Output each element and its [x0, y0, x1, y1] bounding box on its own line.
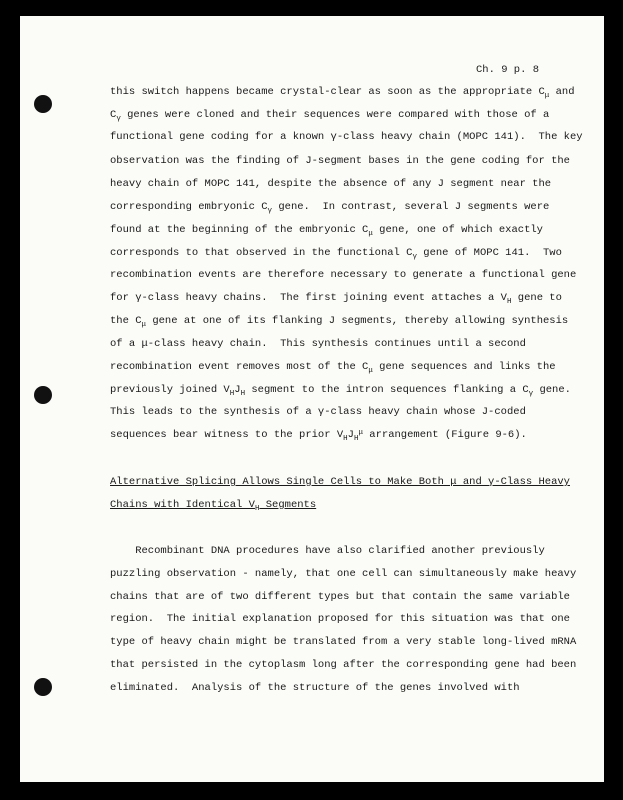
text-run: that persisted in the cytoplasm long after the corresponding gene had been	[110, 659, 577, 671]
text-run: recombination event removes most of the C	[110, 361, 369, 373]
text-line	[110, 224, 543, 236]
text-run: genes were cloned and their sequences were compared with those of a	[120, 109, 550, 121]
text-line	[110, 338, 526, 350]
text-run: observation was the finding of J-segment bases in the gene coding for the	[110, 155, 570, 167]
text-line	[110, 269, 576, 281]
subscript: H	[506, 298, 512, 306]
subscript: H	[240, 390, 246, 398]
text-line	[110, 247, 562, 259]
text-line	[110, 178, 551, 190]
superscript: μ	[358, 429, 363, 437]
text-run: this switch happens became crystal-clear as soon as the appropriate C	[110, 86, 545, 98]
text-run: previously joined V	[110, 384, 230, 396]
text-line	[110, 131, 583, 143]
subscript: μ	[368, 230, 373, 238]
text-run: recombination events are therefore necessary to generate a functional gene	[110, 269, 577, 281]
text-run: heavy chain of MOPC 141, despite the absence of any J segment near the	[110, 178, 552, 190]
section-heading-line	[110, 499, 316, 511]
text-run: type of heavy chain might be translated from a very stable long-lived mRNA	[110, 636, 577, 648]
text-run: J	[347, 429, 354, 441]
text-run: and	[549, 86, 575, 98]
text-run: segment to the intron sequences flanking a C	[245, 384, 529, 396]
text-line	[110, 292, 562, 304]
page-number: Ch. 9 p. 8	[475, 64, 539, 76]
text-run: found at the beginning of the embryonic C	[110, 224, 369, 236]
text-run: chains that are of two different types but that contain the same variable	[110, 591, 570, 603]
text-run: region. The initial explanation proposed for this situation was that one	[110, 613, 570, 625]
subscript: H	[343, 435, 348, 443]
text-run: gene to	[511, 292, 562, 304]
binder-hole-bottom	[34, 678, 52, 696]
text-run: gene sequences and links the	[372, 361, 556, 373]
text-line	[110, 682, 520, 694]
subscript: γ	[528, 390, 534, 398]
text-line	[110, 591, 570, 603]
text-line	[110, 429, 527, 441]
subscript: γ	[267, 207, 273, 215]
subscript: H	[229, 390, 235, 398]
text-run: corresponding embryonic C	[110, 201, 268, 213]
text-run: Segments	[259, 499, 317, 511]
text-run: eliminated. Analysis of the structure of the genes involved with	[110, 682, 520, 694]
text-run: sequences bear witness to the prior V	[110, 429, 344, 441]
text-line	[110, 568, 576, 580]
text-run: Chains with Identical V	[110, 499, 255, 511]
subscript: μ	[141, 321, 147, 329]
text-line	[110, 155, 570, 167]
text-run: of a μ-class heavy chain. This synthesis continues until a second	[110, 338, 526, 350]
text-run: for γ-class heavy chains. The first joining event attaches a V	[110, 292, 507, 304]
text-run: puzzling observation - namely, that one cell can simultaneously make heavy	[110, 568, 577, 580]
text-run: C	[110, 109, 117, 121]
text-run: Alternative Splicing Allows Single Cells to Make Both μ and γ-Class Heavy	[110, 476, 570, 488]
binder-hole-top	[34, 95, 52, 113]
text-run: arrangement (Figure 9-6).	[363, 429, 527, 441]
subscript: γ	[412, 253, 417, 261]
subscript: H	[353, 435, 359, 443]
text-line	[110, 361, 556, 373]
text-run: gene.	[533, 384, 571, 396]
text-line	[110, 659, 576, 671]
text-line	[110, 384, 571, 396]
text-line	[110, 636, 576, 648]
text-line	[110, 315, 568, 327]
text-run: functional gene coding for a known γ-class heavy chain (MOPC 141). The key	[110, 131, 583, 143]
text-line	[110, 545, 545, 557]
text-run: J	[234, 384, 241, 396]
subscript: μ	[368, 367, 373, 375]
text-run: gene. In contrast, several J segments were	[272, 201, 550, 213]
text-run: corresponds to that observed in the functional C	[110, 247, 413, 259]
text-line	[110, 201, 549, 213]
subscript: μ	[544, 92, 550, 100]
text-run: gene, one of which exactly	[372, 224, 543, 236]
binder-hole-middle	[34, 386, 52, 404]
text-run: the C	[110, 315, 142, 327]
section-heading-line	[110, 476, 570, 488]
text-run: Recombinant DNA procedures have also clarified another previously	[110, 545, 545, 557]
text-line	[110, 109, 549, 121]
subscript: γ	[116, 115, 121, 123]
text-line	[110, 86, 575, 98]
text-run: gene at one of its flanking J segments, thereby allowing synthesis	[146, 315, 569, 327]
subscript: H	[254, 505, 260, 513]
text-run: This leads to the synthesis of a γ-class heavy chain whose J-coded	[110, 406, 526, 418]
text-run: gene of MOPC 141. Two	[416, 247, 562, 259]
text-line	[110, 613, 570, 625]
text-line	[110, 406, 526, 418]
